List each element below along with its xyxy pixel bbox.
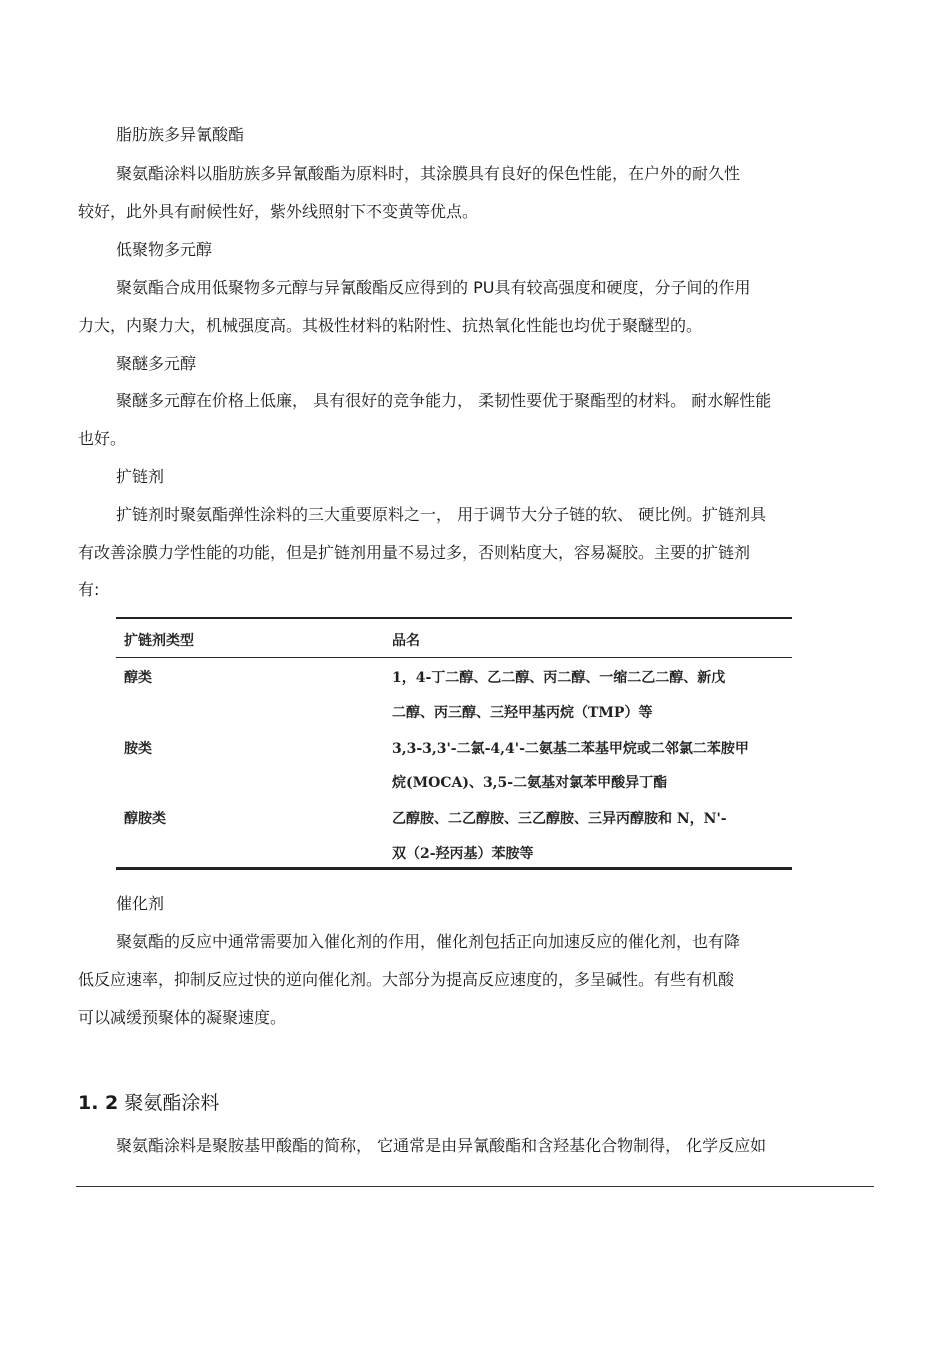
section-number: 1. 2 <box>78 1092 119 1114</box>
table-cell-name: 3,3-3,3'-二氯-4,4'-二氨基二苯基甲烷或二邻氯二苯胺甲 <box>392 741 749 757</box>
section-heading <box>78 1091 219 1115</box>
table-header-rule <box>116 657 792 658</box>
section-title: 聚氨酯涂料 <box>124 1092 220 1114</box>
oligomer-paragraph-line: 聚氨酯合成用低聚物多元醇与异氰酸酯反应得到的 PU具有较高强度和硬度，分子间的作用 <box>116 278 751 297</box>
extender-heading: 扩链剂 <box>116 467 165 486</box>
catalyst-paragraph-line: 低反应速率，抑制反应过快的逆向催化剂。大部分为提高反应速度的，多呈碱性。有些有机酸 <box>78 970 735 989</box>
table-cell-name: 乙醇胺、二乙醇胺、三乙醇胺、三异丙醇胺和 N，N'- <box>392 811 727 827</box>
catalyst-paragraph-line: 聚氨酯的反应中通常需要加入催化剂的作用，催化剂包括正向加速反应的催化剂，也有降 <box>116 932 741 951</box>
table-cell-name: 烷(MOCA)、3,5-二氨基对氯苯甲酸异丁酯 <box>392 775 668 791</box>
catalyst-heading: 催化剂 <box>116 894 165 913</box>
extender-paragraph-line: 扩链剂时聚氨酯弹性涂料的三大重要原料之一， 用于调节大分子链的软、 硬比例。扩链剂具 <box>116 505 767 524</box>
table-cell-type: 胺类 <box>124 741 152 757</box>
polyether-paragraph-line: 聚醚多元醇在价格上低廉， 具有很好的竞争能力， 柔韧性要优于聚酯型的材料。 耐水解性能 <box>116 391 772 410</box>
table-bottom-rule <box>116 867 792 870</box>
polyether-paragraph-line: 也好。 <box>78 429 127 448</box>
extender-paragraph-line: 有: <box>78 580 100 599</box>
table-cell-name: 二醇、丙三醇、三羟甲基丙烷（TMP）等 <box>392 705 653 721</box>
table-cell-name: 双（2-羟丙基）苯胺等 <box>392 846 534 862</box>
aliphatic-heading: 脂肪族多异氰酸酯 <box>116 125 245 144</box>
catalyst-paragraph-line: 可以减缓预聚体的凝聚速度。 <box>78 1008 287 1027</box>
table-header-name: 品名 <box>392 633 420 649</box>
table-header-type: 扩链剂类型 <box>124 633 194 649</box>
extender-paragraph-line: 有改善涂膜力学性能的功能，但是扩链剂用量不易过多，否则粘度大，容易凝胶。主要的扩链剂 <box>78 543 751 562</box>
oligomer-paragraph-line: 力大，内聚力大，机械强度高。其极性材料的粘附性、抗热氧化性能也均优于聚醚型的。 <box>78 316 703 335</box>
table-cell-type: 醇类 <box>124 670 152 686</box>
table-cell-name: 1，4-丁二醇、乙二醇、丙二醇、一缩二乙二醇、新戊 <box>392 670 726 686</box>
oligomer-heading: 低聚物多元醇 <box>116 240 213 259</box>
chain-extender-table <box>116 617 792 871</box>
aliphatic-paragraph-line: 较好，此外具有耐候性好，紫外线照射下不变黄等优点。 <box>78 202 479 221</box>
table-cell-type: 醇胺类 <box>124 811 166 827</box>
pu-paragraph-line: 聚氨酯涂料是聚胺基甲酸酯的简称， 它通常是由异氰酸酯和含羟基化合物制得， 化学反应如 <box>116 1136 767 1155</box>
table-top-rule <box>116 617 792 619</box>
page-footer-rule <box>76 1186 874 1187</box>
polyether-heading: 聚醚多元醇 <box>116 354 197 373</box>
aliphatic-paragraph-line: 聚氨酯涂料以脂肪族多异氰酸酯为原料时，其涂膜具有良好的保色性能，在户外的耐久性 <box>116 164 741 183</box>
